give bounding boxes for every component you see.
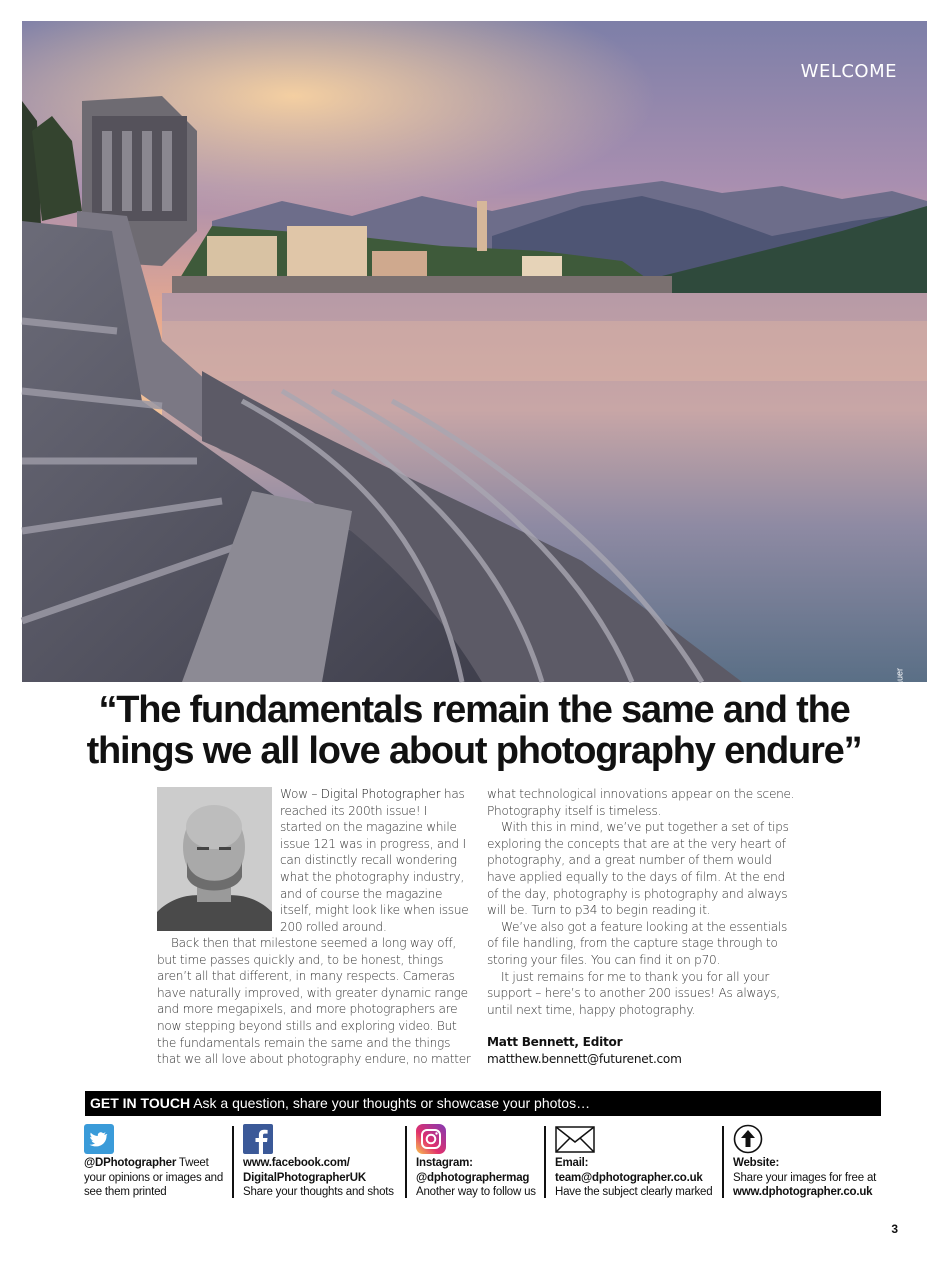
email-icon <box>555 1124 595 1154</box>
body-column-1-top <box>280 786 470 935</box>
website-icon <box>733 1124 763 1154</box>
get-in-touch-title: GET IN TOUCH <box>90 1095 191 1111</box>
headline-line-1: “The fundamentals remain the same and the <box>98 689 850 731</box>
website-label: Website: <box>733 1157 780 1169</box>
editor-portrait-image <box>157 787 272 931</box>
facebook-text: Share your thoughts and shots <box>243 1186 394 1198</box>
signature-name: Matt Bennett, Editor <box>487 1035 623 1050</box>
instagram-text: Another way to follow us <box>416 1186 536 1198</box>
paragraph-4: We’ve also got a feature looking at the essentials of file handling, from the capture stage through to storing your files. You can find it on p70. <box>487 919 788 967</box>
website-text: Share your images for free at <box>733 1171 877 1184</box>
divider <box>405 1126 407 1198</box>
paragraph-2-continued: what technological innovations appear on the scene. Photography itself is timeless. <box>487 787 795 818</box>
lake-como-landscape-image <box>22 21 927 682</box>
contact-facebook[interactable] <box>243 1124 403 1200</box>
magazine-name: Digital Photographer <box>320 787 441 801</box>
paragraph-2: Back then that milestone seemed a long way off, but time passes quickly and, to be honest, things aren’t all that different, in many respects. Cameras have naturally improved, with greater dynamic range and more megapixels, and more photographers are now stepping beyond stills and exploring video. But the fundamentals remain the same and the things that we all love about photography endure, no matter <box>157 936 471 1067</box>
paragraph-5: It just remains for me to thank you for all your support – here’s to another 200 issues! As always, until next time, happy photography. <box>487 969 780 1017</box>
contact-email[interactable] <box>555 1124 721 1200</box>
website-url: www.dphotographer.co.uk <box>733 1186 873 1198</box>
page-number: 3 <box>891 1222 898 1236</box>
contact-instagram[interactable] <box>416 1124 541 1200</box>
instagram-icon <box>416 1124 446 1154</box>
twitter-handle: @DPhotographer <box>84 1157 177 1169</box>
intro-rest: has reached its 200th issue! I started on the magazine while issue 121 was in progress, and I can distinctly recall wondering what the photography industry, and of course the magazine itself, might look like when issue 200 rolled around. <box>280 787 469 934</box>
photo-credit: © Mark Bauer <box>895 668 905 724</box>
get-in-touch-bar <box>85 1091 881 1116</box>
contact-website[interactable] <box>733 1124 883 1200</box>
body-column-1-bottom <box>157 935 475 1068</box>
contact-twitter[interactable] <box>84 1124 229 1200</box>
instagram-handle: Instagram: @dphotographermag <box>416 1157 530 1184</box>
signature <box>487 1034 797 1067</box>
twitter-icon <box>84 1124 114 1154</box>
headline-quote <box>60 690 888 772</box>
facebook-url: www.facebook.com/ DigitalPhotographerUK <box>243 1157 366 1184</box>
email-address: Email: team@dphotographer.co.uk <box>555 1157 703 1184</box>
facebook-icon <box>243 1124 273 1154</box>
section-label: WELCOME <box>800 61 897 82</box>
editor-portrait <box>157 787 272 931</box>
intro-prefix: Wow – <box>280 787 321 801</box>
paragraph-3: With this in mind, we’ve put together a set of tips exploring the concepts that are at the very heart of photography, and a great number of them would have applied equally to the days of film. At the end of the day, photography is photography and always will be. Turn to p34 to begin reading it. <box>487 820 789 918</box>
intro-paragraph <box>280 786 470 935</box>
twitter-text: Tweet your opinions or images and see them printed <box>84 1157 224 1198</box>
body-column-2 <box>487 786 797 1068</box>
contact-row <box>84 1124 884 1204</box>
headline-line-2: things we all love about photography endure” <box>86 730 862 772</box>
divider <box>722 1126 724 1198</box>
divider <box>232 1126 234 1198</box>
divider <box>544 1126 546 1198</box>
get-in-touch-subtitle: Ask a question, share your thoughts or showcase your photos… <box>193 1095 591 1111</box>
email-text: Have the subject clearly marked <box>555 1186 713 1198</box>
signature-email[interactable]: matthew.bennett@futurenet.com <box>487 1051 682 1066</box>
